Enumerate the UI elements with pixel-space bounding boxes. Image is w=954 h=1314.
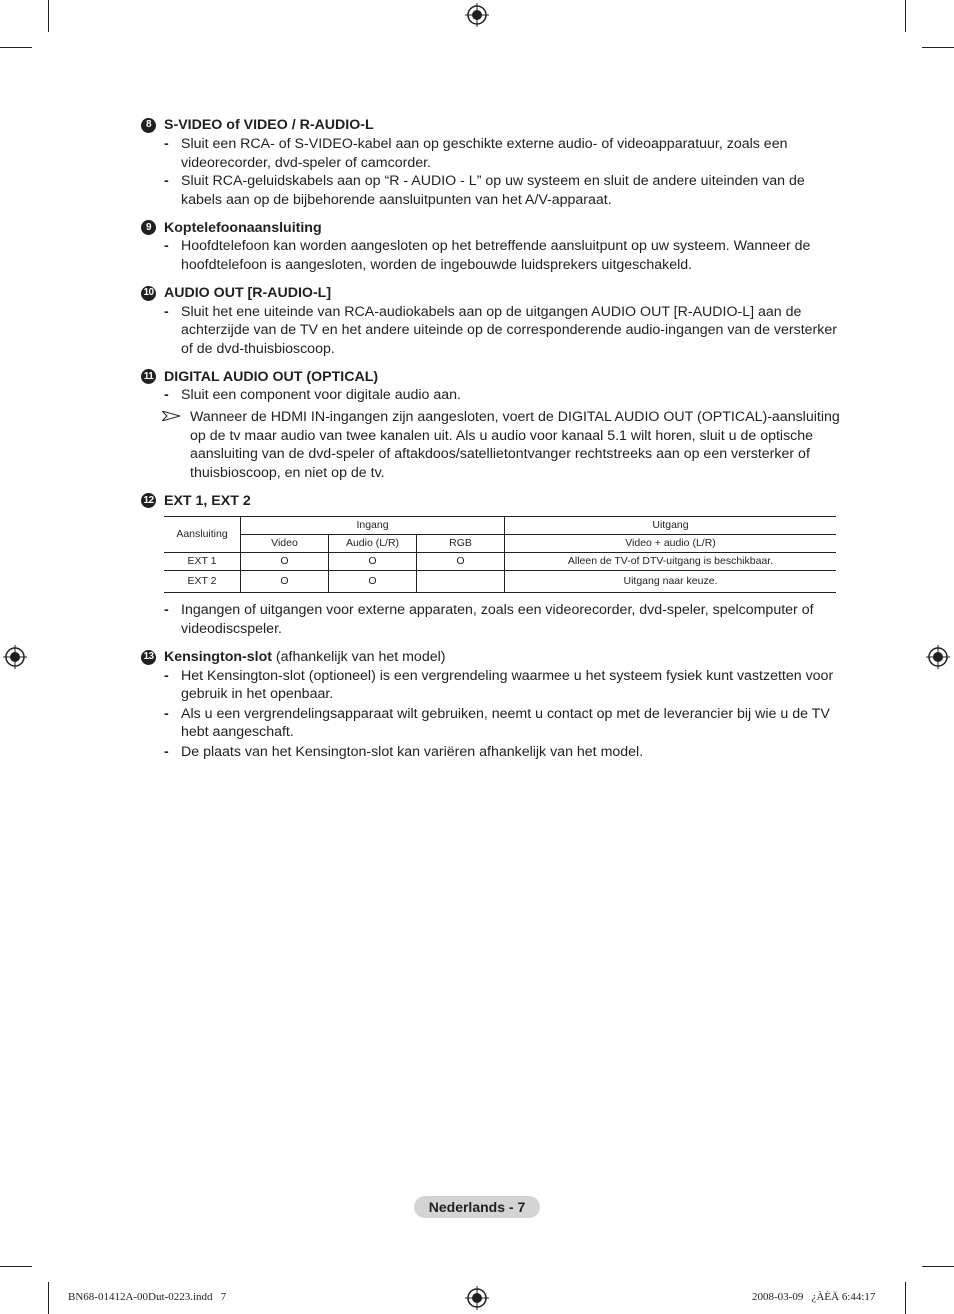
crop-mark	[48, 0, 49, 32]
section-number-badge: 11	[141, 369, 156, 384]
page-number-label: Nederlands - 7	[414, 1196, 540, 1218]
section-koptelefoon	[141, 218, 841, 274]
ext-connection-table	[164, 516, 836, 593]
section-title: AUDIO OUT [R-AUDIO-L]	[164, 284, 332, 301]
bullet-dash: -	[164, 173, 169, 190]
crop-mark	[48, 1282, 49, 1314]
table-cell: Alleen de TV-of DTV-uitgang is beschikbaar.	[505, 553, 837, 571]
section-heading	[141, 284, 841, 303]
table-header-cell: Uitgang	[505, 517, 837, 535]
table-cell: O	[329, 571, 417, 593]
bullet-text: Ingangen of uitgangen voor externe apparaten, zoals een videorecorder, dvd-speler, spelcomputer of videodiscspeler.	[181, 602, 814, 637]
section-heading	[141, 116, 841, 135]
table-cell: O	[417, 553, 505, 571]
bullet-dash: -	[164, 303, 169, 320]
table-row	[164, 553, 836, 571]
list-item	[141, 135, 841, 172]
table-cell	[417, 571, 505, 593]
section-ext	[141, 491, 841, 638]
list-item	[141, 667, 841, 704]
section-title-extra: (afhankelijk van het model)	[271, 648, 446, 665]
table-header-row	[164, 535, 836, 553]
bullet-dash: -	[164, 667, 169, 684]
note-text: Wanneer de HDMI IN-ingangen zijn aangesloten, voert de DIGITAL AUDIO OUT (OPTICAL)-aansluiting op de tv maar audio van twee kanalen uit. Als u audio voor kanaal 5.1 wilt horen, sluit u de optische aansluiting van de dvd-speler of aftakdoos/satellietontvanger rechtstreeks aan op een versterker of thuisbioscoop, en niet op de tv.	[190, 408, 840, 481]
bullet-text: Sluit RCA-geluidskabels aan op “R - AUDIO - L” op uw systeem en sluit de andere uiteinden van de kabels aan op de bijbehorende aansluitpunten van het A/V-apparaat.	[181, 173, 805, 208]
list-item	[141, 237, 841, 274]
section-audio-out	[141, 284, 841, 359]
section-title: S-VIDEO of VIDEO / R-AUDIO-L	[164, 117, 374, 134]
bullet-text: Sluit het ene uiteinde van RCA-audiokabels aan op de uitgangen AUDIO OUT [R-AUDIO-L] aan de achterzijde van de TV en het andere uiteinde op de corresponderende audio-ingangen van de versterker of de dvd-thuisbioscoop.	[181, 303, 837, 357]
bullet-text: Hoofdtelefoon kan worden aangesloten op het betreffende aansluitpunt op uw systeem. Wanneer de hoofdtelefoon is aangesloten, worden de ingebouwde luidsprekers uitgeschakeld.	[181, 238, 811, 273]
table-cell: EXT 1	[164, 553, 241, 571]
list-item	[141, 303, 841, 359]
bullet-dash: -	[164, 743, 169, 760]
note	[141, 408, 841, 482]
section-title: EXT 1, EXT 2	[164, 492, 251, 509]
section-heading	[141, 648, 841, 667]
note-arrow-icon	[162, 411, 180, 421]
crop-mark	[905, 1282, 906, 1314]
bullet-text: Als u een vergrendelingsapparaat wilt gebruiken, neemt u contact op met de leverancier bij wie u de TV hebt aangeschaft.	[181, 705, 830, 741]
page-content	[141, 116, 841, 770]
list-item	[141, 172, 841, 209]
registration-mark-icon	[3, 645, 27, 669]
table-header-cell: RGB	[417, 535, 505, 553]
bullet-text: Sluit een component voor digitale audio aan.	[181, 387, 462, 404]
bullet-dash: -	[164, 602, 169, 619]
table-cell: O	[241, 553, 329, 571]
section-kensington	[141, 648, 841, 762]
table-cell: EXT 2	[164, 571, 241, 593]
registration-mark-icon	[465, 3, 489, 27]
table-header-cell: Audio (L/R)	[329, 535, 417, 553]
section-number-badge: 13	[141, 650, 156, 665]
slug-timestamp: 2008-03-09 ¿ÀÈÄ 6:44:17	[752, 1291, 876, 1303]
table-header-cell: Video + audio (L/R)	[505, 535, 837, 553]
section-title: Kensington-slot	[164, 648, 272, 665]
crop-mark	[905, 0, 906, 32]
section-number-badge: 8	[141, 118, 156, 133]
section-s-video	[141, 116, 841, 209]
bullet-text: Sluit een RCA- of S-VIDEO-kabel aan op geschikte externe audio- of videoapparatuur, zoals een videorecorder, dvd-speler of camcorder.	[181, 136, 788, 171]
list-item	[141, 743, 841, 762]
bullet-dash: -	[164, 238, 169, 255]
list-item	[141, 705, 841, 742]
section-title: DIGITAL AUDIO OUT (OPTICAL)	[164, 368, 379, 385]
list-item	[141, 601, 841, 638]
section-heading	[141, 491, 841, 510]
section-heading	[141, 367, 841, 386]
table-cell: O	[241, 571, 329, 593]
slug-file-info: BN68-01412A-00Dut-0223.indd 7	[68, 1291, 227, 1303]
bullet-dash: -	[164, 705, 169, 722]
crop-mark	[0, 47, 32, 48]
section-number-badge: 9	[141, 220, 156, 235]
crop-mark	[922, 1266, 954, 1267]
list-item	[141, 386, 841, 405]
section-heading	[141, 218, 841, 237]
section-number-badge: 12	[141, 493, 156, 508]
bullet-dash: -	[164, 136, 169, 152]
crop-mark	[922, 47, 954, 48]
section-number-badge: 10	[141, 286, 156, 301]
section-title: Koptelefoonaansluiting	[164, 219, 322, 236]
table-header-cell: Ingang	[241, 517, 505, 535]
table-header-cell: Video	[241, 535, 329, 553]
table-cell: Uitgang naar keuze.	[505, 571, 837, 593]
bullet-dash: -	[164, 387, 169, 404]
bullet-text: De plaats van het Kensington-slot kan variëren afhankelijk van het model.	[181, 743, 644, 760]
registration-mark-icon	[465, 1286, 489, 1310]
table-row	[164, 571, 836, 593]
registration-mark-icon	[926, 645, 950, 669]
table-header-row	[164, 517, 836, 535]
table-header-cell: Aansluiting	[164, 517, 241, 553]
bullet-text: Het Kensington-slot (optioneel) is een vergrendeling waarmee u het systeem fysiek kunt vastzetten voor gebruik in het openbaar.	[181, 667, 834, 703]
crop-mark	[0, 1266, 32, 1267]
table-cell: O	[329, 553, 417, 571]
section-digital-audio-out	[141, 367, 841, 482]
